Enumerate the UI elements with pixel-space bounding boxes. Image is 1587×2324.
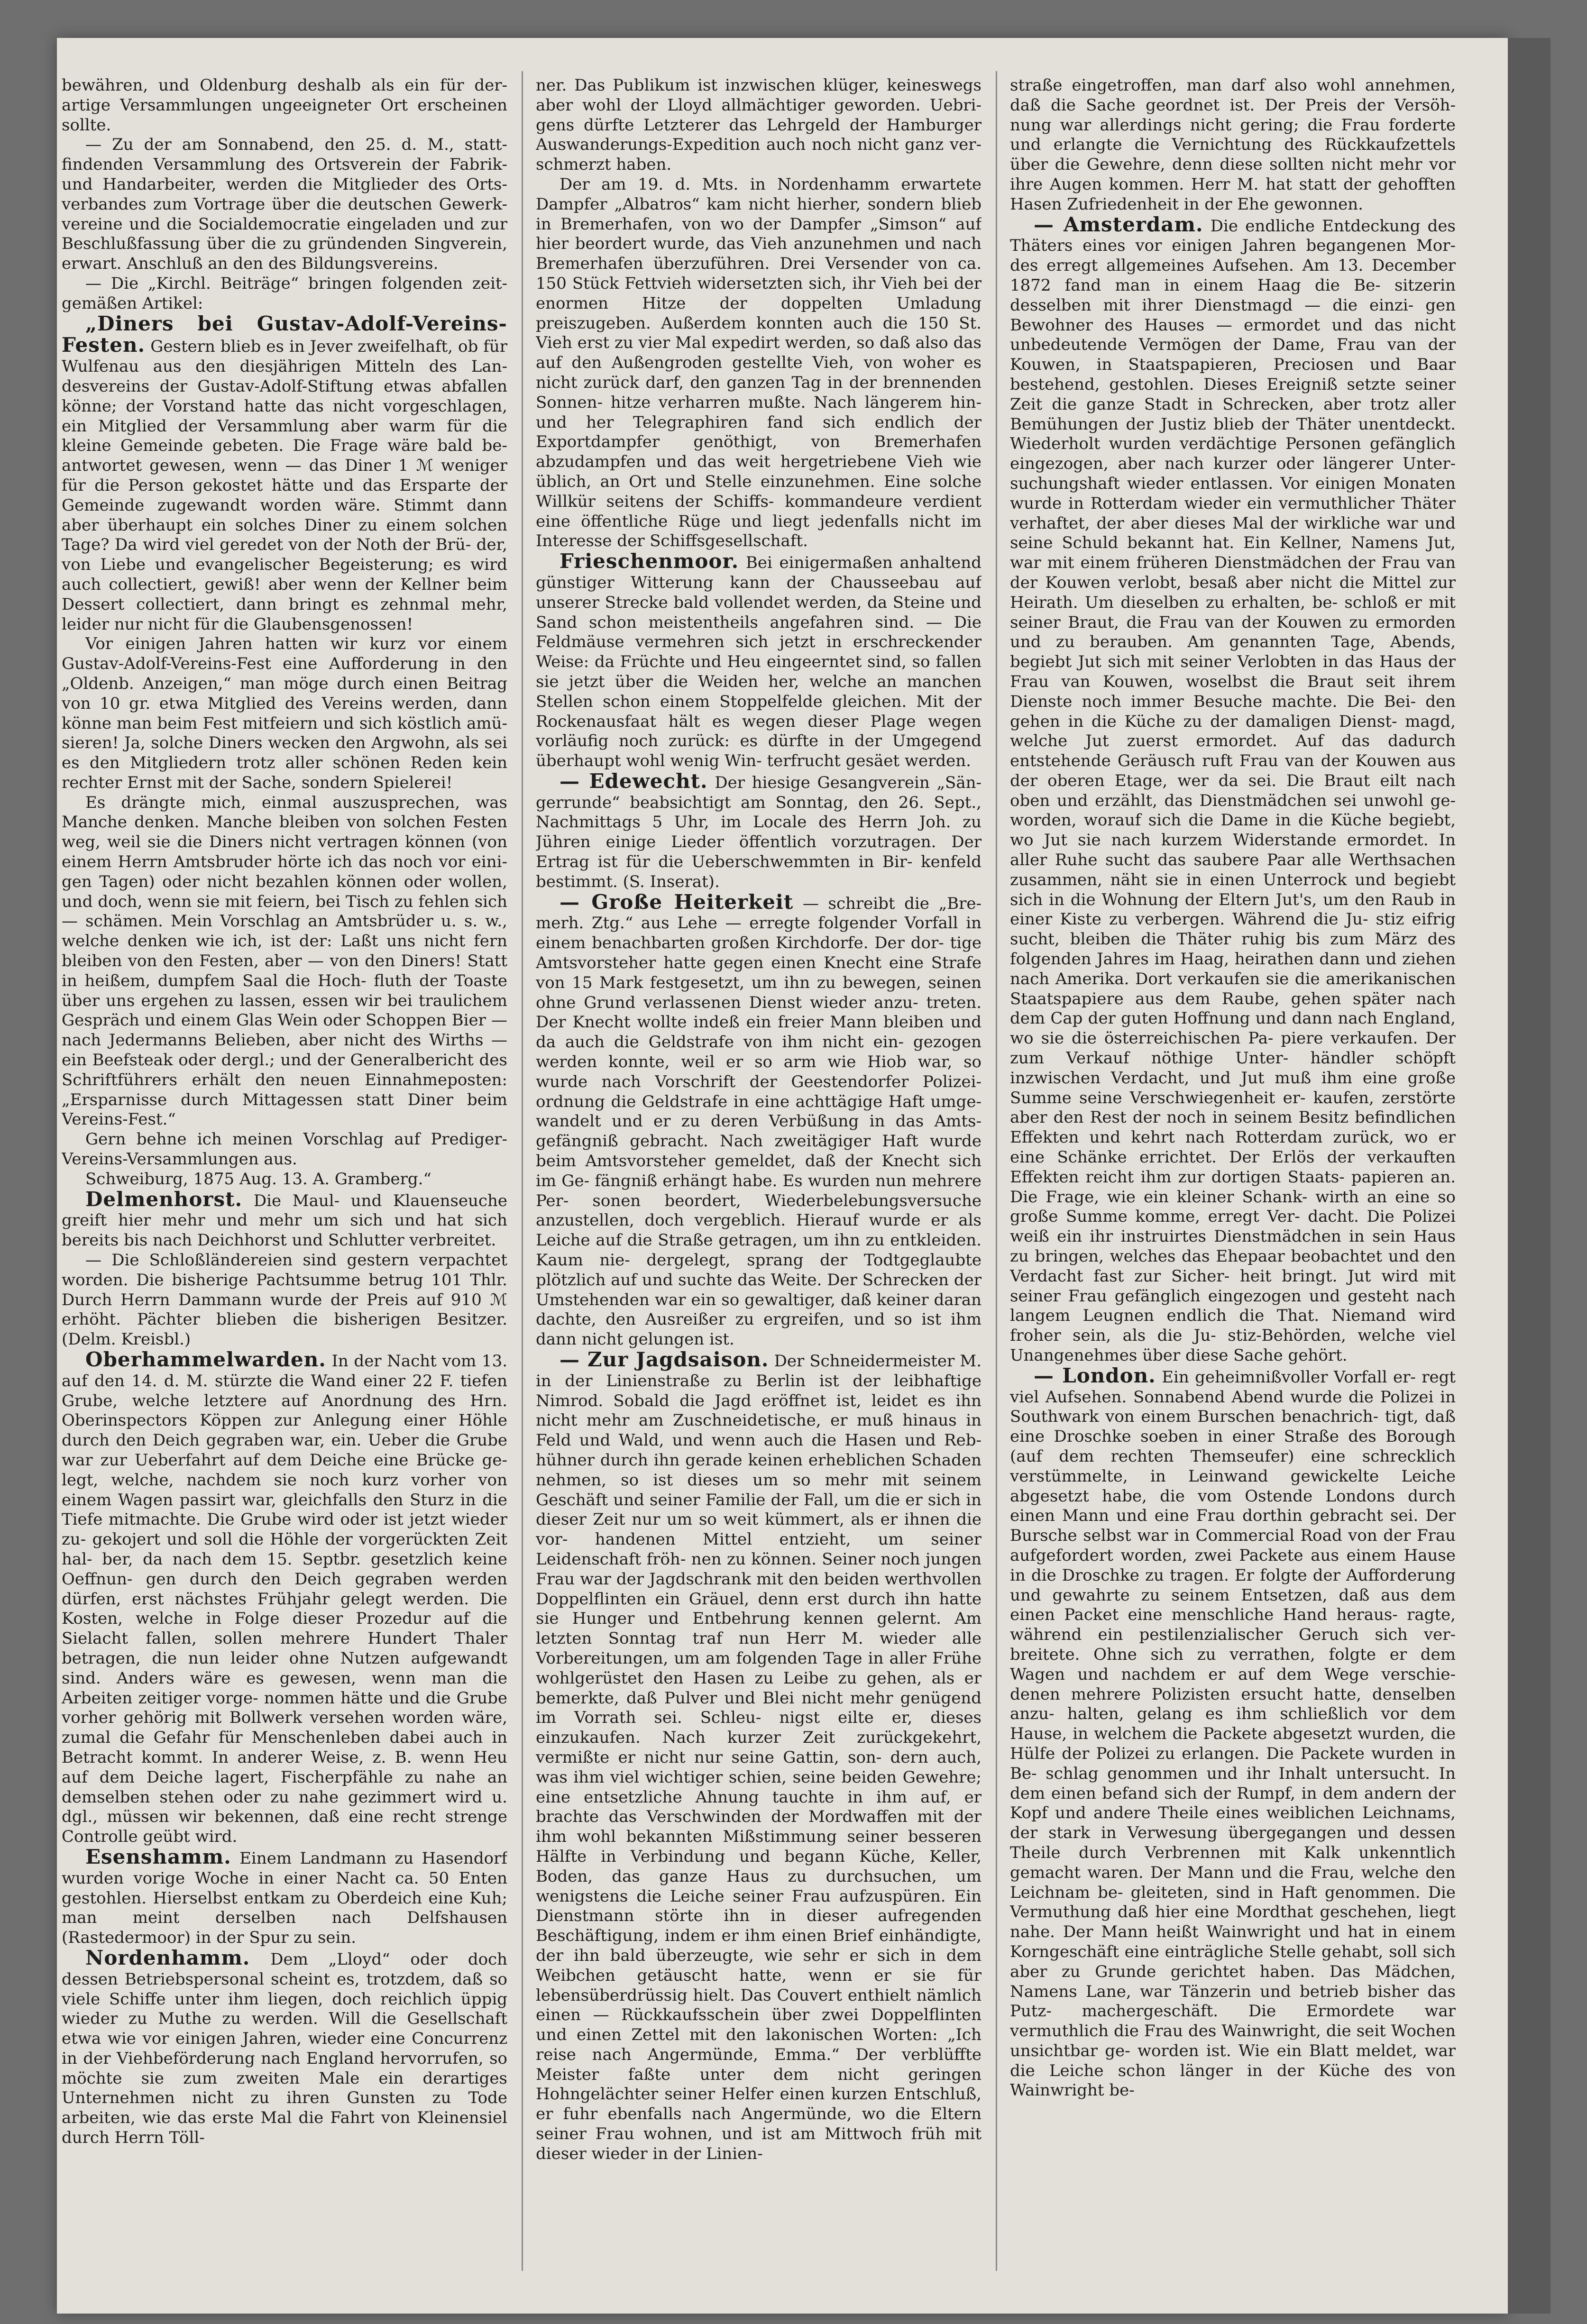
article-text: Die Maul- und Klauenseuche greift hier mehr und mehr um sich und hat sich bereits bis nach Deichhorst und Schlutter verbreitet.	[62, 1191, 507, 1250]
article-paragraph	[62, 1251, 507, 1350]
article-heading: „Diners bei Gustav-Adolf-Vereins- Festen.	[62, 311, 507, 357]
article-paragraph	[62, 135, 507, 274]
article-text: — Die Schloßländereien sind gestern verpachtet worden. Die bisherige Pachtsumme betrug 101 Thlr. Durch Herrn Dammann wurde der Preis auf 910 ℳ erhöht. Pächter blieben die bisherigen Besitzer. (Delm. Kreisbl.)	[62, 1251, 507, 1349]
column-rule-2	[996, 71, 997, 2271]
article-paragraph	[536, 175, 982, 551]
article-text: Die endliche Entdeckung des Thäters eines vor einigen Jahren begangenen Mor- des erregt allgemeines Aufsehen. Am 13. December 1872 fand man in einem Haag die Be- sitzerin desselben mit ihrer Dienstmagd — die einzi- gen Bewohner des Hauses — ermordet und das nicht unbedeutende Vermögen der Dame, Frau van der Kouwen, in Staatspapieren, Preciosen und Baar bestehend, gestohlen. Dieses Ereigniß setzte seiner Zeit die ganze Stadt in Schrecken, aber trotz aller Bemühungen der Justiz blieb der Thäter unentdeckt. Wiederholt wurden verdächtige Personen gefänglich eingezogen, aber nach kurzer oder längerer Unter- suchungshaft wieder entlassen. Vor einigen Monaten wurde in Rotterdam wieder ein vermuthlicher Thäter verhaftet, der aber dieses Mal der wirkliche war und seine Schuld bekannt hat. Ein Kellner, Namens Jut, war mit einem früheren Dienstmädchen der Frau van der Kouwen verlobt, besaß aber nicht die Mittel zur Heirath. Um dieselben zu erhalten, be- schloß er mit seiner Braut, die Frau van der Kouwen zu ermorden und zu berauben. Am genannten Tage, Abends, begiebt Jut sich mit seiner Verlobten in das Haus der Frau van Kouwen, woselbst die Braut seit ihrem Dienste noch immer Besuche machte. Die Bei- den gehen in die Küche zu der damaligen Dienst- magd, welche Jut zuerst ermordet. Auf das dadurch entstehende Geräusch ruft Frau van der Kouwen aus der oberen Etage, wer da sei. Die Braut eilt nach oben und erzählt, das Dienstmädchen sei unwohl ge- worden, worauf sich die Dame in die Küche begiebt, wo Jut sie nach kurzem Widerstande ermordet. In aller Ruhe sucht das saubere Paar alle Werthsachen zusammen, näht sie in einen Unterrock und begiebt sich in die Wohnung der Eltern Jut's, um den Raub in einer Kiste zu verbergen. Während die Ju- stiz eifrig sucht, bleiben die Thäter ruhig bis zum März des folgenden Jahres im Haag, heirathen dann und ziehen nach Amerika. Dort verkaufen sie die amerikanischen Staatspapiere aus dem Raube, gehen später nach dem Cap der guten Hoffnung und dann nach England, wo sie die österreichischen Pa- piere verkaufen. Der zum Verkauf nöthige Unter- händler schöpft inzwischen Verdacht, und Jut muß ihm eine große Summe seine Verschwiegenheit er- kaufen, zerstörte aber den Rest der noch in seinem Besitz befindlichen Effekten und kehrt nach Rotterdam zurück, wo er eine Schänke errichtet. Der Erlös der verkauften Effekten reicht ihm zur dortigen Staats- papieren an. Die Frage, wie ein kleiner Schank- wirth an eine so große Summe komme, erregt Ver- dacht. Die Polizei weiß ein ihr instruirtes Dienstmädchen in sein Haus zu bringen, welches das Ehepaar beobachtet und den Verdacht fast zur Sicher- heit bringt. Jut wird mit seiner Frau gefänglich eingezogen und gesteht nach langem Leugnen endlich die That. Niemand wird froher sein, als die Ju- stiz-Behörden, welche viel Unangenehmes über diese Sache gehört.	[1010, 216, 1456, 1365]
article-paragraph	[62, 1189, 507, 1251]
article-heading: — London.	[1034, 1363, 1156, 1387]
article-paragraph	[62, 1948, 507, 2148]
article-heading: Oberhammelwarden.	[85, 1348, 326, 1371]
article-paragraph	[62, 274, 507, 314]
article-text: Dem „Lloyd“ oder doch dessen Betriebspersonal scheint es, trotzdem, daß so viele Schiffe unter ihm liegen, doch reichlich üppig wieder zu Muthe zu werden. Will die Gesellschaft etwa wie vor einigen Jahren, wieder eine Concurrenz in der Viehbeförderung nach England hervorrufen, so möchte sie zum zweiten Male ein derartiges Unternehmen nicht zu ihren Gunsten zu Tode arbeiten, wie das erste Mal die Fahrt von Kleinensiel durch Herrn Töll-	[62, 1949, 507, 2148]
article-text: Gern behne ich meinen Vorschlag auf Prediger- Vereins-Versammlungen aus.	[62, 1130, 507, 1169]
article-paragraph	[62, 311, 507, 635]
article-heading: Delmenhorst.	[85, 1187, 243, 1211]
column-2	[536, 76, 982, 2257]
article-text: Schweiburg, 1875 Aug. 13. A. Gramberg.“	[85, 1169, 431, 1189]
article-heading: — Große Heiterkeit	[560, 890, 794, 914]
article-paragraph	[62, 1847, 507, 1948]
article-heading: Nordenhamm.	[85, 1946, 250, 1969]
article-heading: Esenshamm.	[85, 1845, 231, 1868]
article-paragraph	[62, 1350, 507, 1847]
article-paragraph	[536, 76, 982, 175]
article-text: bewähren, und Oldenburg deshalb als ein für der- artige Versammlungen ungeeigneter Ort erscheinen sollte.	[62, 76, 507, 135]
article-heading: Frieschenmoor.	[560, 549, 739, 573]
article-text: Es drängte mich, einmal auszusprechen, was Manche denken. Manche bleiben von solchen Festen weg, weil sie die Diners nicht vertragen können (von einem Herrn Amtsbruder hörte ich das noch vor eini- gen Tagen) oder nicht bezahlen können oder wollen, und doch, wenn sie mit feiern, bei Tisch zu fehlen sich — schämen. Mein Vorschlag an Amtsbrüder u. s. w., welche denken wie ich, ist der: Laßt uns nicht fern bleiben von den Festen, aber — von den Diners! Statt in heißem, dumpfem Saal die Hoch- fluth der Toaste über uns ergehen zu lassen, essen wir bei traulichem Gespräch und einem Glas Wein oder Schoppen Bier — nach Jedermanns Belieben, aber nicht des Wirths — ein Beefsteak oder dergl.; und der Generalbericht des Schriftführers erhält den neuen Einnahmeposten: „Ersparnisse durch Mittagessen statt Diner beim Vereins-Fest.“	[62, 793, 507, 1129]
article-heading: — Edewecht.	[560, 769, 708, 793]
scan-background-edge	[1508, 38, 1550, 2314]
column-1	[62, 76, 507, 2257]
article-paragraph	[536, 892, 982, 1350]
article-text: Der hiesige Gesangverein „Sän- gerrunde“ beabsichtigt am Sonntag, den 26. Sept., Nachmittags 5 Uhr, im Locale des Herrn Joh. zu Jühren einige Lieder öffentlich vorzutragen. Der Ertrag ist für die Ueberschwemmten in Bir- kenfeld bestimmt. (S. Inserat).	[536, 773, 982, 891]
column-3	[1010, 76, 1456, 2257]
article-paragraph	[536, 551, 982, 771]
article-paragraph	[62, 1130, 507, 1170]
article-text: Der am 19. d. Mts. in Nordenhamm erwartete Dampfer „Albatros“ kam nicht hierher, sondern blieb in Bremerhafen, von wo der Dampfer „Simson“ auf hier beordert wurde, das Vieh anzunehmen und nach Bremerhafen überzuführen. Drei Versender von ca. 150 Stück Fettvieh widersetzten sich, ihr Vieh bei der enormen Hitze der doppelten Umladung preiszugeben. Außerdem konnten auch die 150 St. Vieh erst zu vier Mal expedirt werden, so daß also das auf den Außengroden gestellte Vieh, von woher es nicht zurück darf, den ganzen Tag in der brennenden Sonnen- hitze verharren mußte. Nach längerem hin- und her Telegraphiren fand sich endlich der Exportdampfer genöthigt, von Bremerhafen abzudampfen und das weit hergetriebene Vieh wie üblich, an Ort und Stelle einzunehmen. Eine solche Willkür seitens der Schiffs- kommandeure verdient eine öffentliche Rüge und liegt jedenfalls nicht im Interesse der Schiffsgesellschaft.	[536, 174, 982, 551]
article-paragraph	[536, 771, 982, 892]
article-text: Der Schneidermeister M. in der Linienstraße zu Berlin ist der leibhaftige Nimrod. Sobald die Jagd eröffnet ist, leidet es ihn nicht mehr am Zuschneidetische, er muß hinaus in Feld und Wald, und wenn auch die Hasen und Reb- hühner durch ihn gerade keinen erheblichen Schaden nehmen, so ist dieses um so mehr mit seinem Geschäft und seiner Familie der Fall, um die er sich in dieser Zeit nur um so weit kümmert, als er ihnen die vor- handenen Mittel entzieht, um seiner Leidenschaft fröh- nen zu können. Seiner noch jungen Frau war der Jagdschrank mit den beiden werthvollen Doppelflinten ein Gräuel, denn erst durch ihn hatte sie Hunger und Entbehrung kennen gelernt. Am letzten Sonntag traf nun Herr M. wieder alle Vorbereitungen, um am folgenden Tage in aller Frühe wohlgerüstet den Hasen zu Leibe zu gehen, als er bemerkte, daß Pulver und Blei nicht mehr genügend im Vorrath sei. Schleu- nigst eilte er, dieses einzukaufen. Nach kurzer Zeit zurückgekehrt, vermißte er nicht nur seine Gattin, son- dern auch, was ihm viel wichtiger schien, seine beiden Gewehre; eine entsetzliche Ahnung tauchte in ihm auf, er brachte das Verschwinden der Mordwaffen mit der ihm wohl bekannten Mißstimmung seiner besseren Hälfte in Verbindung und begann Küche, Keller, Boden, das ganze Haus zu durchsuchen, um wenigstens die Leiche seiner Frau aufzuspüren. Ein Dienstmann störte ihn in dieser aufregenden Beschäftigung, indem er ihm einen Brief einhändigte, der ihn bald überzeugte, wie sehr er sich in dem Weibchen getäuscht hatte, wenn er sie für lebensüberdrüssig hielt. Das Couvert enthielt nämlich einen — Rückkaufsschein über zwei Doppelflinten und einen Zettel mit den lakonischen Worten: „Ich reise nach Angermünde, Emma.“ Der verblüffte Meister faßte unter dem nicht geringen Hohngelächter seiner Helfer einen kurzen Entschluß, er fuhr ebenfalls nach Angermünde, wo die Eltern seiner Frau wohnen, und ist am Mittwoch früh mit dieser wieder in der Linien-	[536, 1352, 982, 2163]
article-paragraph	[1010, 212, 1456, 1366]
article-text: Einem Landmann zu Hasendorf wurden vorige Woche in einer Nacht ca. 50 Enten gestohlen. Hierselbst entkam zu Oberdeich eine Kuh; man meint derselben nach Delfshausen (Rastedermoor) in der Spur zu sein.	[62, 1848, 507, 1948]
article-text: — schreibt die „Bre- merh. Ztg.“ aus Lehe — erregte folgender Vorfall in einem benachbarten großen Kirchdorfe. Der dor- tige Amtsvorsteher hatte gegen einen Knecht eine Strafe von 15 Mark festgesetzt, um ihn zu bewegen, seinen ohne Grund verlassenen Dienst wieder anzu- treten. Der Knecht wollte indeß ein freier Mann bleiben und da auch die Geldstrafe von ihm nicht ein- gezogen werden konnte, weil er so arm wie Hiob war, so wurde nach Vorschrift der Geestendorfer Polizei- ordnung die Geldstrafe in eine achttägige Haft umge- wandelt und er zu deren Verbüßung in das Amts- gefängniß gebracht. Nach zweitägiger Haft wurde beim Amtsvorsteher gemeldet, daß der Knecht sich im Ge- fängniß erhängt habe. Es wurden nun mehrere Per- sonen beordert, Wiederbelebungsversuche anzustellen, doch vergeblich. Hierauf wurde er als Leiche auf die Straße getragen, um ihn zu entkleiden. Kaum nie- dergelegt, sprang der Todtgeglaubte plötzlich auf und suchte das Weite. Der Schrecken der Umstehenden war ein so gewaltiger, daß keiner daran dachte, den Ausreißer zu ergreifen, und so ist ihm dann nicht gelungen ist.	[536, 894, 982, 1349]
article-text: straße eingetroffen, man darf also wohl annehmen, daß die Sache geordnet ist. Der Preis der Versöh- nung war allerdings nicht gering; die Frau forderte und erlangte die Vernichtung des Rückkaufzettels über die Gewehre, denn diese sollten nicht mehr vor ihre Augen kommen. Herr M. hat statt der gehofften Hasen Zufriedenheit in der Ehe gewonnen.	[1010, 76, 1456, 214]
article-heading: — Zur Jagdsaison.	[560, 1348, 769, 1371]
article-text: — Zu der am Sonnabend, den 25. d. M., statt- findenden Versammlung des Ortsverein der Fabrik- und Handarbeiter, werden die Mitglieder des Orts- verbandes zum Vortrage über die deutschen Gewerk- vereine und die Socialdemocratie eingeladen und zur Beschlußfassung über die zu gründenden Singverein, erwart. Anschluß an den des Bildungsvereins.	[62, 135, 507, 274]
article-paragraph	[62, 76, 507, 135]
article-heading: — Amsterdam.	[1034, 212, 1203, 236]
article-text: Ein geheimnißvoller Vorfall er- regt viel Aufsehen. Sonnabend Abend wurde die Polizei in Southwark von einem Burschen benachrich- tigt, daß eine Droschke soeben in einer Straße des Borough (auf dem rechten Themseufer) eine schrecklich verstümmelte, in Leinwand gewickelte Leiche abgesetzt habe, die vom Ostende Londons durch einen Mann und eine Frau dorthin gebracht sei. Der Bursche selbst war in Commercial Road von der Frau aufgefordert worden, zwei Packete aus einem Hause in die Droschke zu tragen. Er folgte der Aufforderung und gewahrte zu seinem Entsetzen, daß aus dem einen Packet eine menschliche Hand heraus- ragte, während ein pestilenzialischer Geruch sich ver- breitete. Ohne sich zu verrathen, folgte er dem Wagen und nachdem er auf dem Wege verschie- denen mehrere Polizisten ersucht hatte, denselben anzu- halten, gelang es ihm schließlich vor dem Hause, in welchem die Packete abgesetzt wurden, die Hülfe der Polizei zu erlangen. Die Packete wurden in Be- schlag genommen und ihr Inhalt untersucht. In dem einen befand sich der Rumpf, in dem andern der Kopf und andere Theile eines weiblichen Leichnams, der stark in Verwesung übergegangen und dessen Theile durch Verbrennen mit Kalk unkenntlich gemacht waren. Der Mann und die Frau, welche den Leichnam be- gleiteten, sind in Haft genommen. Die Vermuthung daß hier eine Mordthat geschehen, liegt nahe. Der Mann heißt Wainwright und hat in einem Korngeschäft eine einträgliche Stelle gehabt, soll sich aber zu Grunde gerichtet haben. Das Mädchen, Namens Lane, war Tänzerin und betrieb bisher das Putz- machergeschäft. Die Ermordete war vermuthlich die Frau des Wainwright, die seit Wochen unsichtbar ge- worden ist. Wie ein Blatt meldet, war die Leiche schon länger in der Küche des von Wainwright be-	[1010, 1367, 1456, 2100]
article-text: Bei einigermaßen anhaltend günstiger Witterung kann der Chausseebau auf unserer Strecke bald vollendet werden, da Steine und Sand schon meistentheils angefahren sind. — Die Feldmäuse vermehren sich jetzt in erschreckender Weise: da Früchte und Heu eingeerntet sind, so fallen sie jetzt über die Weiden her, welche an manchen Stellen schon einem Stoppelfelde gleichen. Mit der Rockenausfaat hält es wegen dieser Plage wegen vorläufig noch zurück: es dürfte in der Umgegend überhaupt wohl wenig Win- terfrucht gesäet werden.	[536, 553, 982, 771]
article-text: In der Nacht vom 13. auf den 14. d. M. stürzte die Wand einer 22 F. tiefen Grube, welche letztere auf Anordnung des Hrn. Oberinspectors Köppen zur Anlegung einer Höhle durch den Deich gegraben war, ein. Ueber die Grube war zur Ueberfahrt auf dem Deiche eine Brücke ge- legt, welche, nachdem sie noch kurz vorher von einem Wagen passirt war, gleichfalls den Sturz in die Tiefe mitmachte. Die Grube wird oder ist jetzt wieder zu- gekojert und soll die Höhle der vorgerückten Zeit hal- ber, da nach dem 15. Septbr. gesetzlich keine Oeffnun- gen durch den Deich gegraben werden dürfen, erst nächstes Frühjahr gelegt werden. Die Kosten, welche in Folge dieser Prozedur auf die Sielacht fallen, sollen mehrere Hundert Thaler betragen, die nun leider ohne Nutzen aufgewandt sind. Anders wäre es gewesen, wenn man die Arbeiten zeitiger vorge- nommen hätte und die Grube vorher gehörig mit Bollwerk versehen worden wäre, zumal die Gefahr für Menschenleben dabei auch in Betracht kommt. In anderer Weise, z. B. wenn Heu auf dem Deiche lagert, Fischerpfähle zu nahe an demselben stehen oder zu nahe gezimmert wird u. dgl., müssen wir bekennen, daß eine recht strenge Controlle geübt wird.	[62, 1352, 507, 1847]
article-paragraph	[536, 1350, 982, 2164]
article-text: — Die „Kirchl. Beiträge“ bringen folgenden zeit- gemäßen Artikel:	[62, 274, 507, 313]
column-rule-1	[522, 71, 523, 2271]
article-paragraph	[62, 634, 507, 793]
article-paragraph	[1010, 76, 1456, 215]
article-paragraph	[62, 793, 507, 1130]
article-paragraph	[62, 1170, 507, 1189]
article-text: ner. Das Publikum ist inzwischen klüger, keineswegs aber wohl der Lloyd allmächtiger geworden. Uebri- gens dürfte Letzterer das Lehrgeld der Hamburger Auswanderungs-Expedition auch noch nicht ganz ver- schmerzt haben.	[536, 76, 982, 174]
article-paragraph	[1010, 1363, 1456, 2101]
article-text: Gestern blieb es in Jever zweifelhaft, ob für Wulfenau aus den diesjährigen Mitteln des Lan- desvereins der Gustav-Adolf-Stiftung etwas abfallen könne; der Vorstand hatte das nicht vorgeschlagen, ein Mitglied der Versammlung aber warm für die kleine Gemeinde gebeten. Die Frage wäre bald be- antwortet gewesen, wenn — das Diner 1 ℳ weniger für die Person gekostet hätte und das Ersparte der Gemeinde zugewandt worden wäre. Stimmt dann aber überhaupt ein solches Diner zu einem solchen Tage? Da wird viel geredet von der Noth der Brü- der, von Liebe und evangelischer Begeisterung; es wird auch collectiert, gewiß! aber wenn der Kellner beim Dessert collectiert, dann bringt es zehnmal mehr, leider nur nicht für die Glaubensgenossen!	[62, 337, 507, 634]
article-text: Vor einigen Jahren hatten wir kurz vor einem Gustav-Adolf-Vereins-Fest eine Aufforderung in den „Oldenb. Anzeigen,“ man möge durch einen Beitrag von 10 gr. etwa Mitglied des Vereins werden, dann könne man beim Fest mitfeiern und sich köstlich amü- sieren! Ja, solche Diners wecken den Argwohn, als sei es den Mitgliedern trotz aller schönen Reden kein rechter Ernst mit der Sache, sondern Spielerei!	[62, 634, 507, 792]
